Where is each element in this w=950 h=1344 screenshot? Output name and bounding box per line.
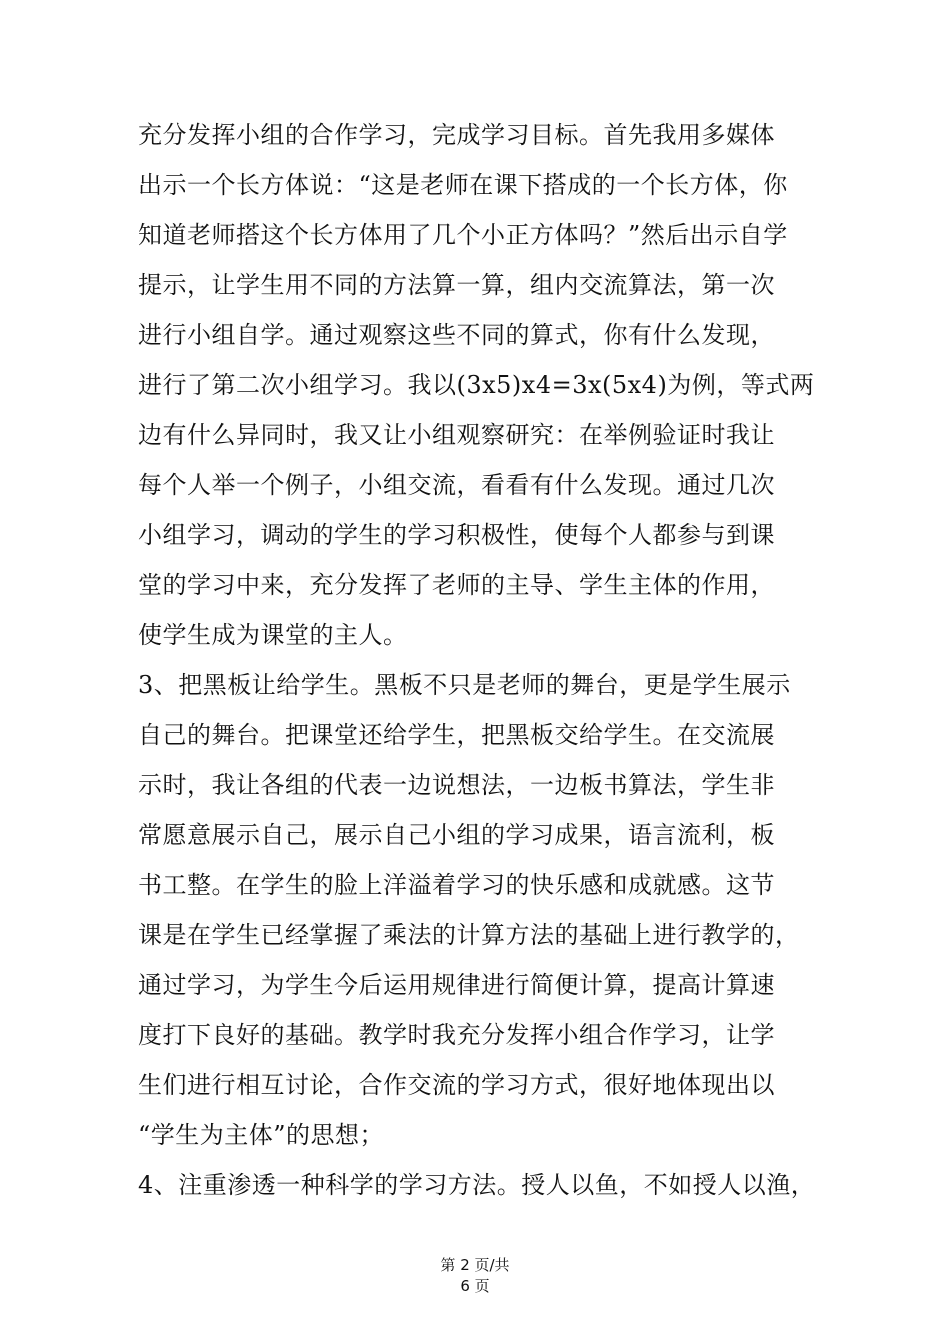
text-line: 自己的舞台。把课堂还给学生，把黑板交给学生。在交流展 xyxy=(138,721,775,749)
text-line: 提示，让学生用不同的方法算一算，组内交流算法，第一次 xyxy=(138,271,775,299)
section-3-line: 3、把黑板让给学生。黑板不只是老师的舞台，更是学生展示 xyxy=(138,671,791,699)
text-line: 使学生成为课堂的主人。 xyxy=(138,621,408,649)
text-line: 通过学习，为学生今后运用规律进行简便计算，提高计算速 xyxy=(138,971,775,999)
page-footer xyxy=(0,1255,950,1297)
text-line: 出示一个长方体说：“这是老师在课下搭成的一个长方体，你 xyxy=(138,171,788,199)
text-line: 常愿意展示自己，展示自己小组的学习成果，语言流利，板 xyxy=(138,821,775,849)
text-line: 生们进行相互讨论，合作交流的学习方式，很好地体现出以 xyxy=(138,1071,775,1099)
text-line: 堂的学习中来，充分发挥了老师的主导、学生主体的作用， xyxy=(138,571,775,599)
text-line: “学生为主体”的思想； xyxy=(138,1121,385,1149)
section-4-line: 4、注重渗透一种科学的学习方法。授人以鱼，不如授人以渔， xyxy=(138,1171,816,1199)
text-line: 进行了第二次小组学习。我以(3x5)x4=3x(5x4)为例，等式两 xyxy=(138,371,815,399)
page-number-line-1: 第 2 页/共 xyxy=(440,1256,510,1274)
text-line: 充分发挥小组的合作学习，完成学习目标。首先我用多媒体 xyxy=(138,121,775,149)
text-line: 知道老师搭这个长方体用了几个小正方体吗？”然后出示自学 xyxy=(138,221,788,249)
text-line: 度打下良好的基础。教学时我充分发挥小组合作学习，让学 xyxy=(138,1021,775,1049)
text-line: 书工整。在学生的脸上洋溢着学习的快乐感和成就感。这节 xyxy=(138,871,775,899)
page-number-line-2: 6 页 xyxy=(460,1277,490,1295)
document-body xyxy=(138,110,828,1210)
text-line: 边有什么异同时，我又让小组观察研究：在举例验证时我让 xyxy=(138,421,775,449)
text-line: 每个人举一个例子，小组交流，看看有什么发现。通过几次 xyxy=(138,471,775,499)
text-line: 课是在学生已经掌握了乘法的计算方法的基础上进行教学的， xyxy=(138,921,800,949)
text-line: 示时，我让各组的代表一边说想法，一边板书算法，学生非 xyxy=(138,771,775,799)
text-line: 进行小组自学。通过观察这些不同的算式，你有什么发现， xyxy=(138,321,775,349)
text-line: 小组学习，调动的学生的学习积极性，使每个人都参与到课 xyxy=(138,521,775,549)
